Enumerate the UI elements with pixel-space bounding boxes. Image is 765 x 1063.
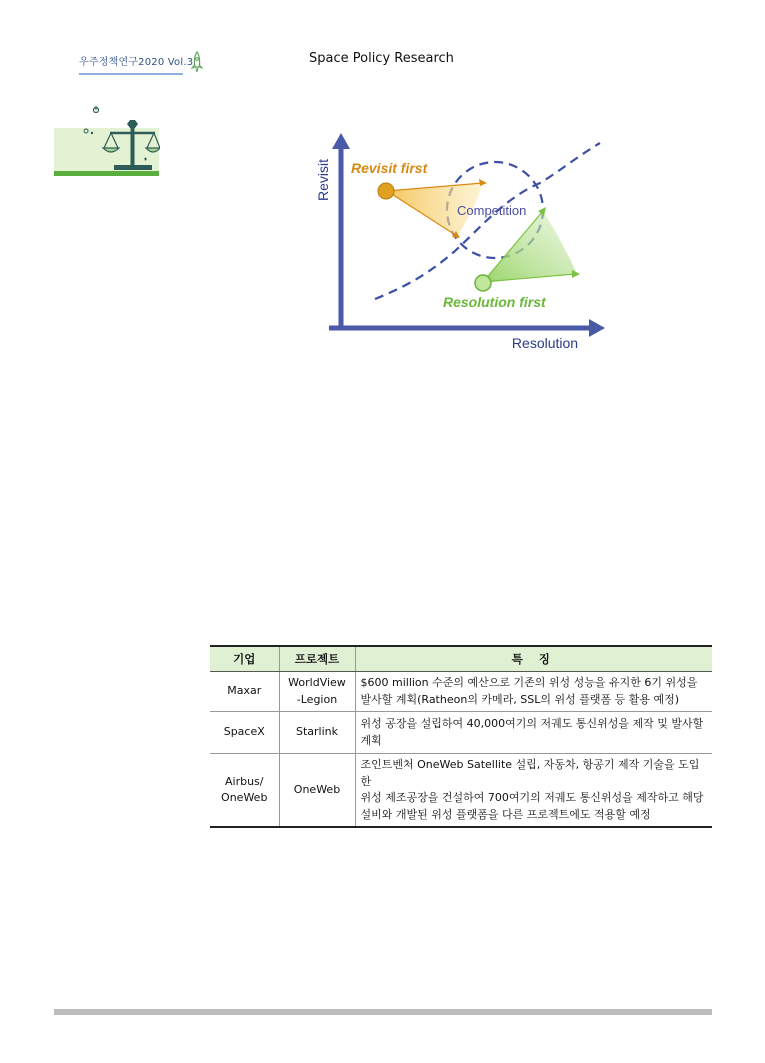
table-row: [210, 672, 712, 712]
resolution-label: Resolution first: [443, 294, 546, 310]
feature-line: 설비와 개발된 위성 플랫폼을 다른 프로젝트에도 적용할 예정: [360, 807, 651, 821]
feature-line: 발사할 계획(Ratheon의 카메라, SSL의 위성 플랫폼 등 활용 예정): [360, 692, 680, 706]
feature-line: 계획: [360, 733, 382, 747]
y-axis-label: Revisit: [315, 158, 331, 202]
table-header-row: [210, 646, 712, 672]
page-header-title: Space Policy Research: [309, 51, 454, 66]
journal-label: 우주정책연구2020 Vol.3: [79, 57, 194, 68]
revisit-label: Revisit first: [351, 160, 428, 176]
feature-line: 위성 제조공장을 건설하여 700여기의 저궤도 통신위성을 제작하고 해당: [360, 791, 704, 804]
revisit-resolution-diagram: [305, 133, 611, 355]
company-cell: SpaceX: [210, 712, 279, 754]
project-cell: [279, 672, 355, 712]
feature-line: 위성 공장을 설립하여 40,000여기의 저궤도 통신위성을 제작 및 발사할: [360, 717, 704, 730]
company-project-table: [210, 645, 712, 828]
company-line: OneWeb: [221, 791, 268, 804]
project-line: WorldView: [288, 676, 346, 689]
feature-line: 조인트벤처 OneWeb Satellite 설립, 자동차, 항공기 제작 기술을 도입한: [360, 758, 700, 788]
scales-icon: [54, 103, 160, 178]
y-axis-arrow: [332, 133, 350, 149]
table-row: [210, 712, 712, 754]
journal-underline: [79, 73, 183, 75]
features-cell: [355, 754, 712, 828]
resolution-cone: [483, 211, 577, 282]
project-cell: [279, 754, 355, 828]
revisit-point: [378, 183, 394, 199]
features-cell: [355, 712, 712, 754]
feature-line: $600 million 수준의 예산으로 기존의 위성 성능을 유지한 6기 위성을: [360, 676, 698, 689]
x-axis-label: Resolution: [511, 335, 579, 351]
project-line: Starlink: [295, 725, 338, 739]
project-line: -Legion: [296, 692, 338, 706]
footer-bar: [54, 1009, 712, 1015]
header-features: 특 징: [355, 646, 712, 672]
company-cell: Maxar: [210, 672, 279, 712]
table-row: [210, 754, 712, 828]
project-line: OneWeb: [293, 782, 341, 796]
features-cell: [355, 672, 712, 712]
project-cell: [279, 712, 355, 754]
company-line: Airbus/: [225, 774, 264, 788]
x-axis-arrow: [589, 319, 605, 337]
competition-label: Competition: [457, 203, 527, 218]
company-cell: [210, 754, 279, 828]
rocket-icon: [190, 51, 204, 73]
header-project: 프로젝트: [279, 646, 355, 672]
resolution-point: [475, 275, 491, 291]
header-company: 기업: [210, 646, 279, 672]
